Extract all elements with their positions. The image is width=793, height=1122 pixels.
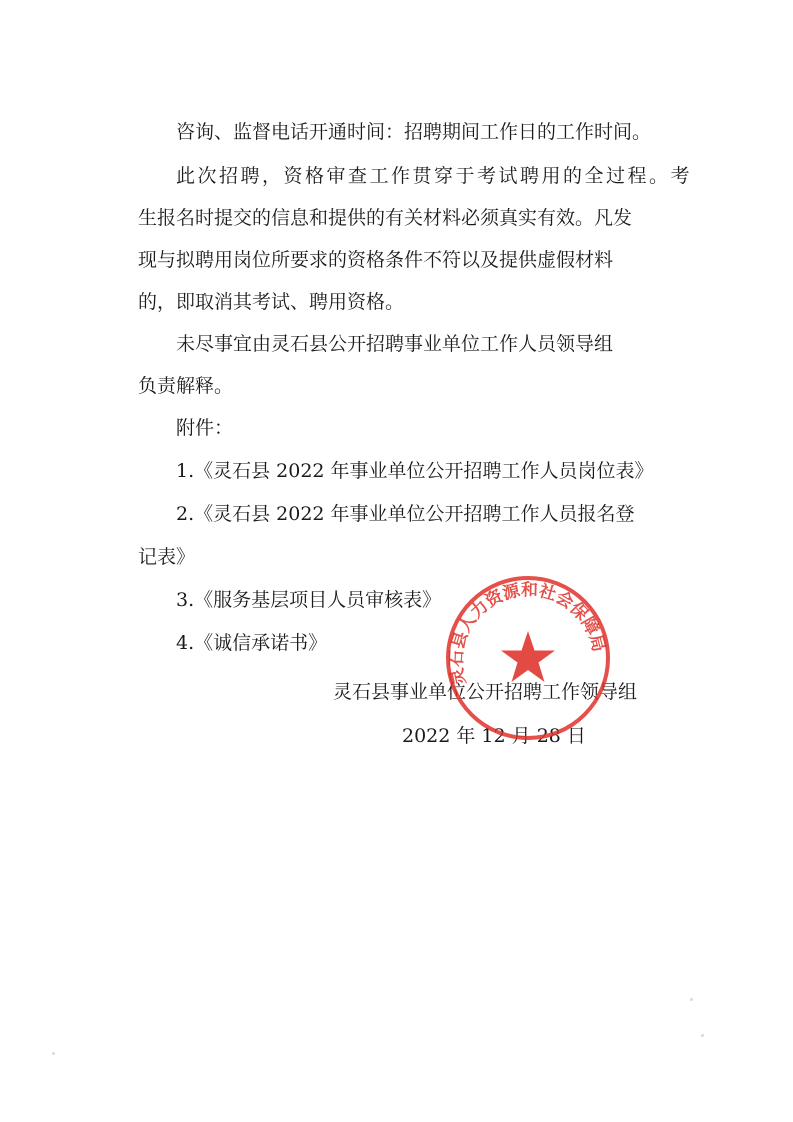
paragraph-qualification-line1: 此次招聘，资格审查工作贯穿于考试聘用的全过程。考 (176, 165, 693, 187)
paragraph-explanation-line1: 未尽事宜由灵石县公开招聘事业单位工作人员领导组 (176, 333, 614, 355)
paragraph-hotline-hours: 咨询、监督电话开通时间：招聘期间工作日的工作时间。 (176, 121, 652, 143)
attachment-item-2: 2.《灵石县 2022 年事业单位公开招聘工作人员报名登 (176, 503, 635, 525)
paragraph-explanation-line2: 负责解释。 (138, 375, 234, 397)
attachment-item-1: 1.《灵石县 2022 年事业单位公开招聘工作人员岗位表》 (176, 460, 654, 482)
attachment-item-3: 3.《服务基层项目人员审核表》 (176, 589, 442, 611)
svg-text:灵石县人力资源和社会保障局: 灵石县人力资源和社会保障局 (446, 580, 609, 687)
paragraph-qualification-line3: 现与拟聘用岗位所要求的资格条件不符以及提供虚假材料 (138, 249, 614, 271)
attachments-heading: 附件： (176, 417, 234, 439)
attachment-item-4: 4.《诚信承诺书》 (176, 632, 328, 654)
signature-organization: 灵石县事业单位公开招聘工作领导组 (333, 681, 638, 703)
attachment-item-2-continued: 记表》 (138, 546, 196, 568)
signature-date: 2022 年 12 月 28 日 (402, 725, 586, 747)
paragraph-qualification-line4: 的，即取消其考试、聘用资格。 (138, 291, 405, 313)
official-seal-icon (443, 573, 613, 743)
paragraph-qualification-line2: 生报名时提交的信息和提供的有关材料必须真实有效。凡发 (138, 207, 633, 229)
